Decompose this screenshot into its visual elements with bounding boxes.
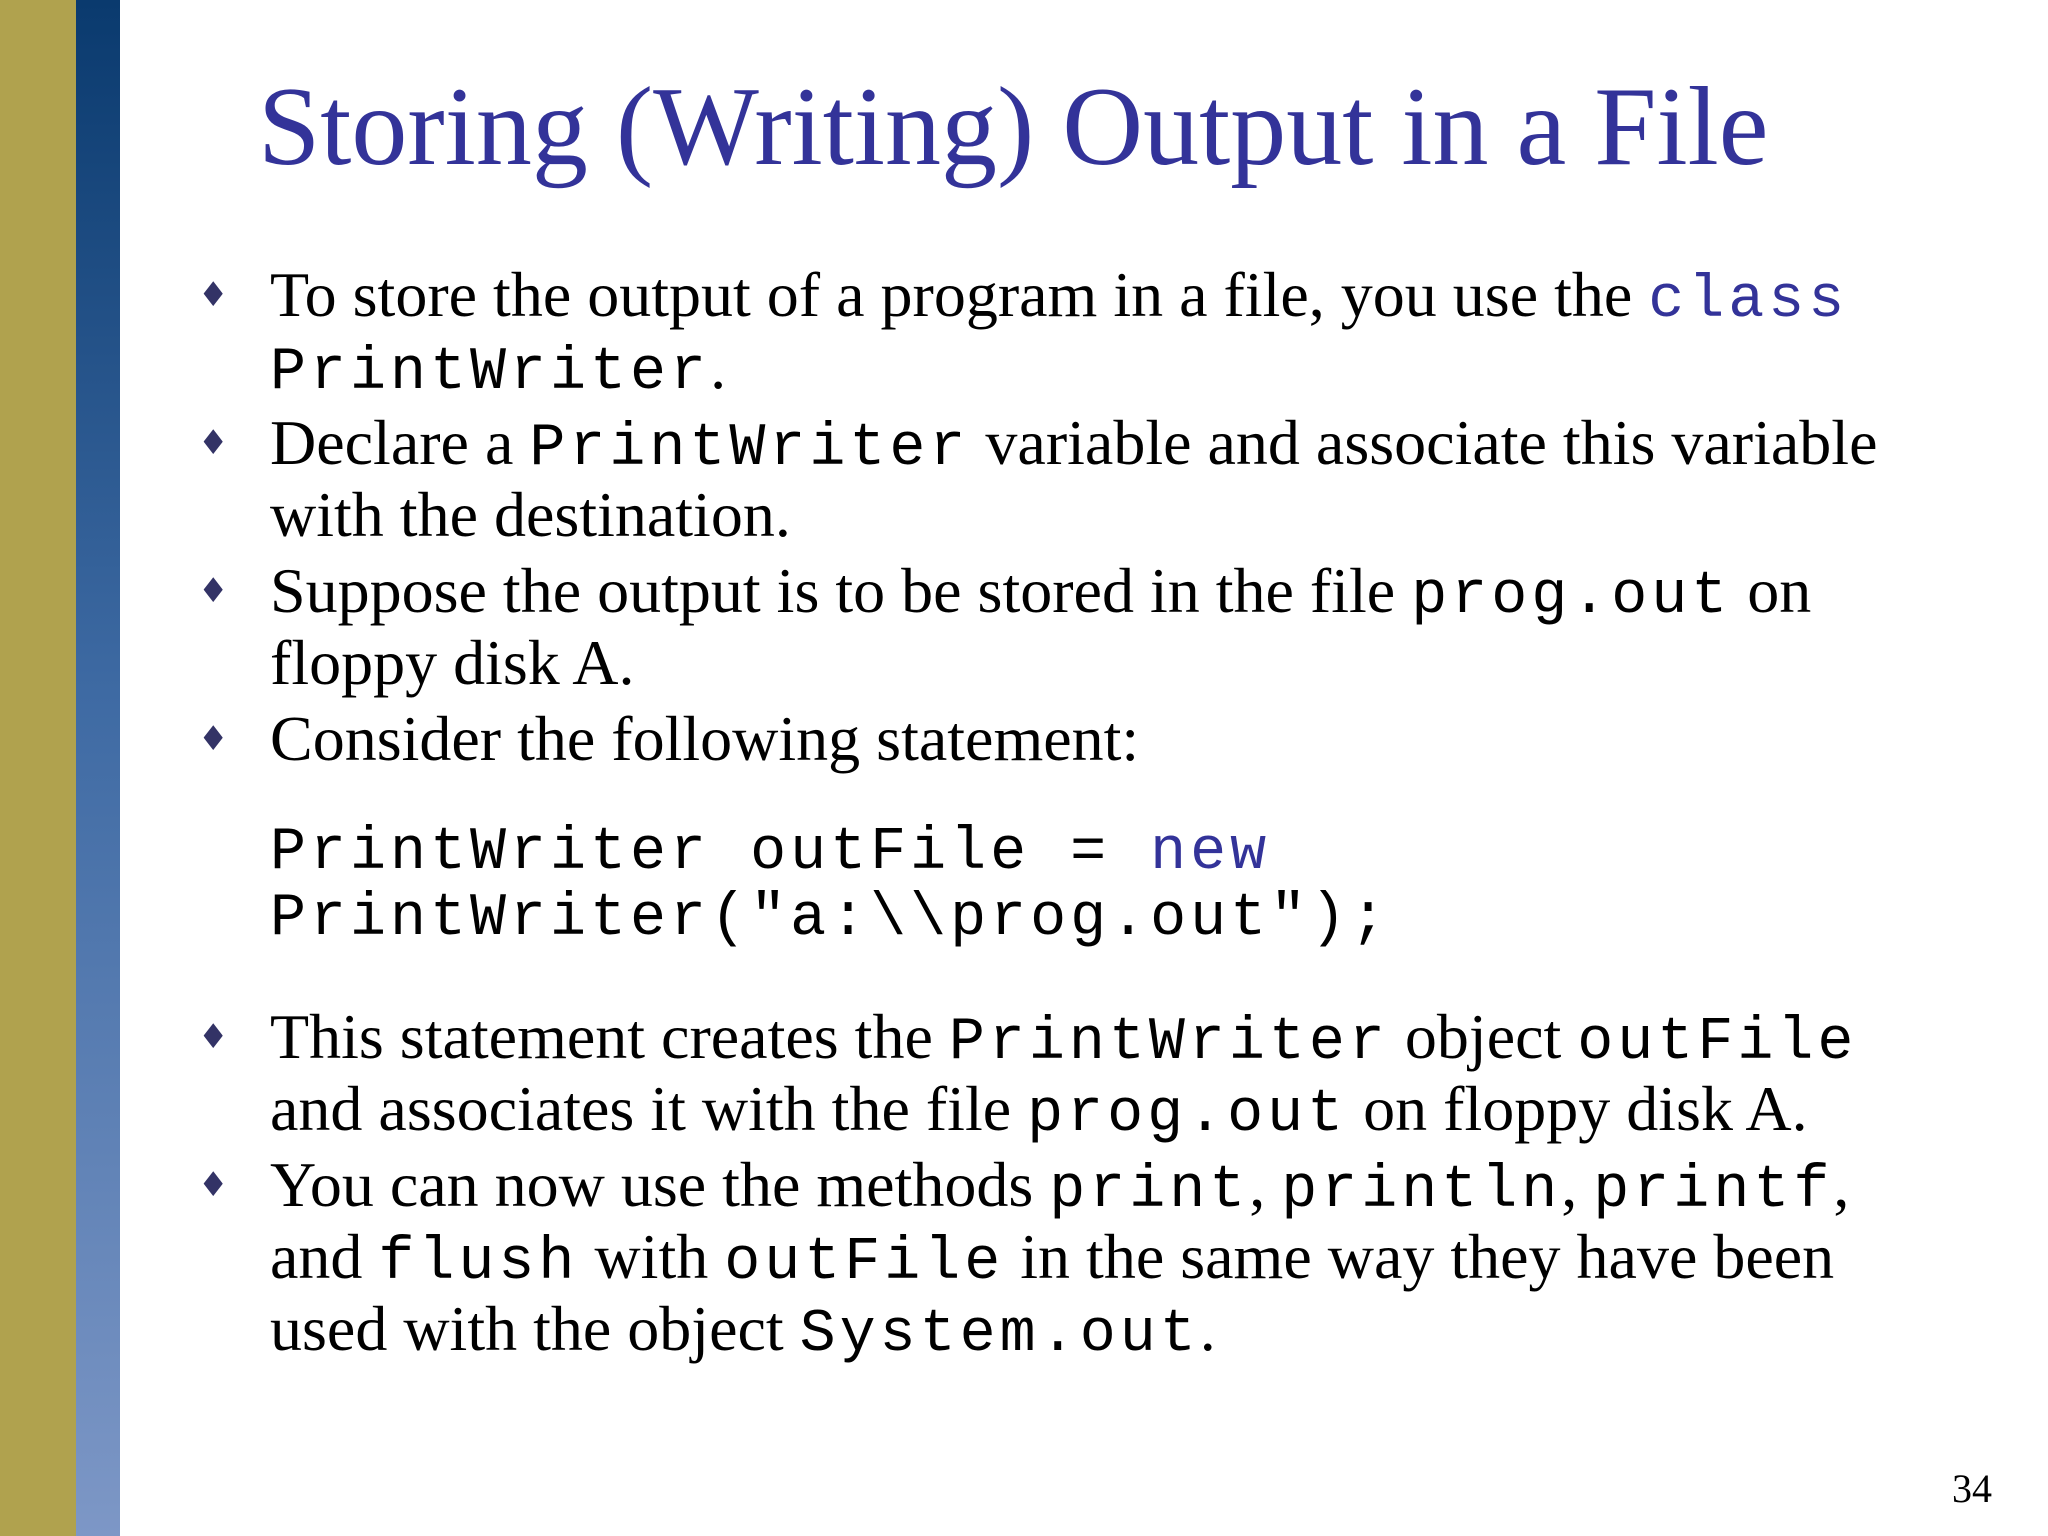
bullet-text-segment: Declare a	[270, 407, 530, 478]
code-identifier: println	[1281, 1157, 1562, 1225]
code-keyword: class	[1648, 267, 1849, 335]
bullet-text-segment: on floppy disk A.	[1347, 1073, 1808, 1144]
code-identifier: outFile	[724, 1229, 1005, 1297]
bullet-text-segment: This statement creates the	[270, 1001, 949, 1072]
bullet-text-segment: variable and associate this variable	[969, 407, 1878, 478]
bullet-text-segment: Suppose the output is to be stored in the file	[270, 555, 1412, 626]
bullet-text	[270, 555, 1990, 698]
code-identifier: print	[1049, 1157, 1250, 1225]
code-block	[270, 820, 1390, 952]
code-keyword: new	[1150, 819, 1271, 887]
diamond-bullet-icon: ♦	[198, 1165, 229, 1205]
bullet-line	[270, 1073, 1990, 1149]
code-text: PrintWriter outFile =	[270, 819, 1151, 887]
bullet-text-segment: and	[270, 1221, 379, 1292]
bullet-line	[270, 1149, 1990, 1225]
bullet-line	[270, 479, 1990, 550]
bullet-text-segment: with the destination.	[270, 479, 791, 550]
bullet-text	[270, 259, 1990, 407]
code-text: PrintWriter("a:\\prog.out");	[270, 885, 1391, 953]
bullet-line	[270, 703, 1990, 774]
diamond-bullet-icon: ♦	[198, 719, 229, 759]
bullet-text	[270, 703, 1990, 774]
bullet-line	[270, 627, 1990, 698]
bullet-text-segment: object	[1388, 1001, 1578, 1072]
code-identifier: prog.out	[1027, 1081, 1348, 1149]
code-identifier: outFile	[1577, 1009, 1858, 1077]
bullet-text-segment: ,	[1561, 1149, 1594, 1220]
bullet-line	[270, 1001, 1990, 1077]
code-identifier: flush	[378, 1229, 579, 1297]
diamond-bullet-icon: ♦	[198, 571, 229, 611]
bullet-line	[270, 407, 1990, 483]
bullet-text-segment: ,	[1249, 1149, 1282, 1220]
page-number: 34	[1952, 1466, 1992, 1511]
code-identifier: prog.out	[1411, 563, 1732, 631]
slide-title: Storing (Writing) Output in a File	[258, 65, 1769, 189]
bullet-text-segment: You can now use the methods	[270, 1149, 1050, 1220]
bullet-line	[270, 259, 1990, 335]
bullet-text-segment: on	[1731, 555, 1812, 626]
bullet-text-segment: To store the output of a program in a file, you use the	[270, 259, 1649, 330]
code-line	[270, 886, 1390, 952]
code-identifier: PrintWriter	[270, 339, 711, 407]
code-identifier: PrintWriter	[529, 415, 970, 483]
bullet-text-segment: in the same way they have been	[1004, 1221, 1835, 1292]
code-identifier: printf	[1593, 1157, 1834, 1225]
bullet-text-segment: ,	[1833, 1149, 1850, 1220]
bullet-text	[270, 1149, 1990, 1369]
bullet-text-segment: with	[578, 1221, 725, 1292]
code-line	[270, 820, 1390, 886]
code-identifier: System.out	[799, 1301, 1200, 1369]
bullet-text-segment: and associates it with the file	[270, 1073, 1028, 1144]
diamond-bullet-icon: ♦	[198, 275, 229, 315]
bullet-text-segment: floppy disk A.	[270, 627, 635, 698]
bullet-text	[270, 1001, 1990, 1149]
bullet-text-segment: Consider the following statement:	[270, 703, 1140, 774]
bullet-line	[270, 555, 1990, 631]
bullet-text	[270, 407, 1990, 550]
bullet-text-segment: .	[1199, 1293, 1216, 1364]
code-identifier: PrintWriter	[948, 1009, 1389, 1077]
bullet-line	[270, 331, 1990, 407]
bullet-line	[270, 1221, 1990, 1297]
bullet-line	[270, 1293, 1990, 1369]
bullet-text-segment: .	[710, 331, 727, 402]
diamond-bullet-icon: ♦	[198, 1017, 229, 1057]
bullet-text-segment: used with the object	[270, 1293, 800, 1364]
diamond-bullet-icon: ♦	[198, 423, 229, 463]
